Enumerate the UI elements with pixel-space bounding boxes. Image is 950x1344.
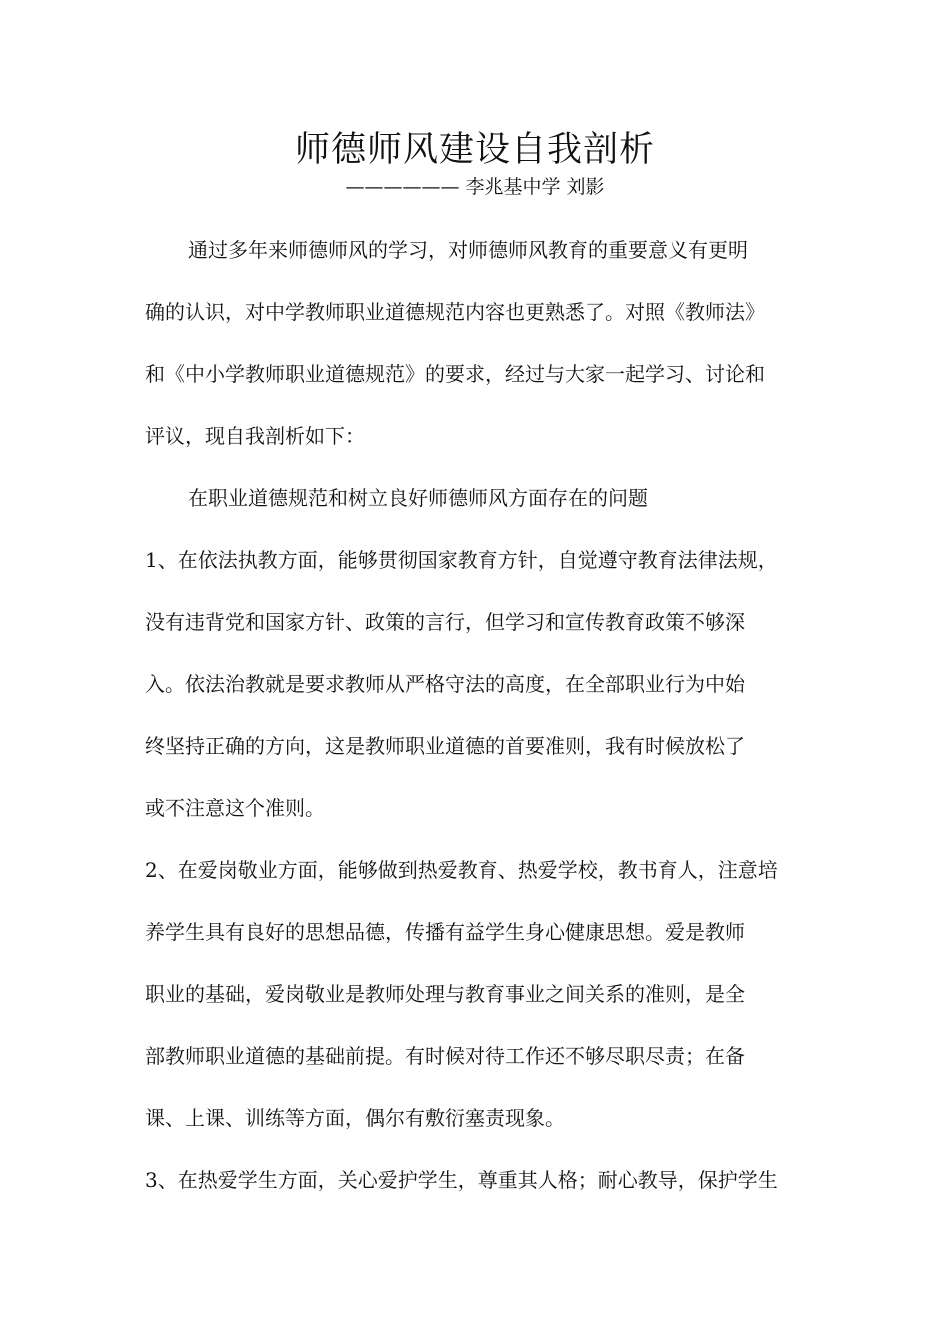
paragraph-line: 或不注意这个准则。	[145, 796, 325, 820]
document-title: 师德师风建设自我剖析	[294, 130, 655, 170]
paragraph-line: 课、上课、训练等方面，偶尔有敷衍塞责现象。	[145, 1106, 565, 1130]
paragraph-line: 终坚持正确的方向，这是教师职业道德的首要准则，我有时候放松了	[145, 734, 745, 758]
paragraph-line: 1、在依法执教方面，能够贯彻国家教育方针，自觉遵守教育法律法规，	[145, 548, 778, 572]
paragraph-line: 通过多年来师德师风的学习，对师德师风教育的重要意义有更明	[188, 238, 748, 262]
paragraph-line: 部教师职业道德的基础前提。有时候对待工作还不够尽职尽责；在备	[145, 1044, 745, 1068]
paragraph-line: 没有违背党和国家方针、政策的言行，但学习和宣传教育政策不够深	[145, 610, 745, 634]
paragraph-line: 3、在热爱学生方面，关心爱护学生，尊重其人格；耐心教导，保护学生	[145, 1168, 778, 1192]
paragraph-line: 2、在爱岗敬业方面，能够做到热爱教育、热爱学校，教书育人，注意培	[145, 858, 778, 882]
paragraph-line: 职业的基础，爱岗敬业是教师处理与教育事业之间关系的准则，是全	[145, 982, 745, 1006]
section-heading: 在职业道德规范和树立良好师德师风方面存在的问题	[188, 486, 648, 510]
author-byline: —————— 李兆基中学 刘影	[345, 176, 605, 198]
paragraph-line: 入。依法治教就是要求教师从严格守法的高度，在全部职业行为中始	[145, 672, 745, 696]
paragraph-line: 和《中小学教师职业道德规范》的要求，经过与大家一起学习、讨论和	[145, 362, 765, 386]
paragraph-line: 养学生具有良好的思想品德，传播有益学生身心健康思想。爱是教师	[145, 920, 745, 944]
paragraph-line: 确的认识，对中学教师职业道德规范内容也更熟悉了。对照《教师法》	[145, 300, 765, 324]
paragraph-line: 评议，现自我剖析如下：	[145, 424, 365, 448]
